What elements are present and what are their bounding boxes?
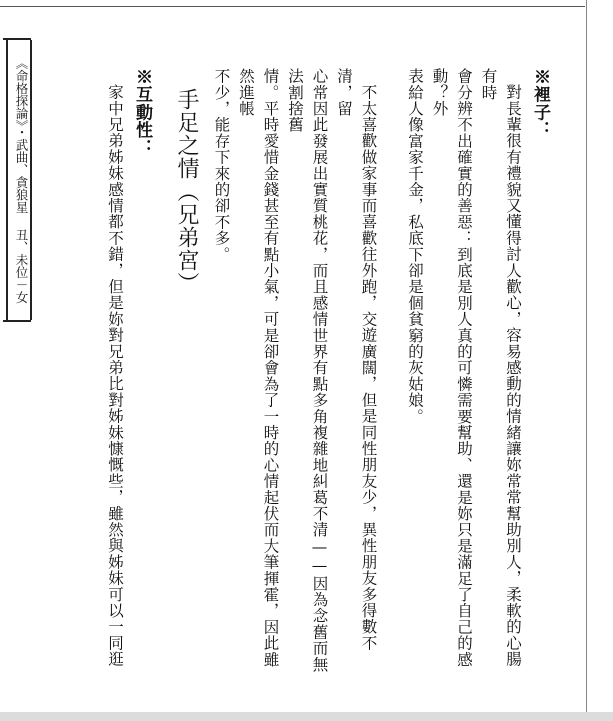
running-title: 《命格探論》・武曲、貪狼星 丑、未位－女 (6, 40, 32, 320)
page-bottom-edge (0, 712, 613, 721)
page-edge-rule (586, 0, 587, 721)
section-heading-interaction: ※互動性： (132, 68, 152, 157)
paragraph-lizi-2: 不太喜歡做家事而喜歡往外跑，交遊廣闊，但是同性朋友少，異性朋友多得數不清，留 心常因此發展出實質桃花，而且感情世界有點多角複雜地糾葛不清——因為念舊而無法割捨舊 情。平時愛惜金錢甚至有點小氣，可是卻會為了一時的心情起伏而大筆揮霍，因此雖然進帳 不少，能存下來的卻不多。 (212, 68, 378, 673)
page-body (100, 68, 555, 678)
paragraph-lizi-1: 對長輩很有禮貌又懂得討人歡心，容易感動的情緒讓妳常常幫助別人，柔軟的心腸有時 會分辨不出確實的善惡：到底是別人真的可憐需要幫助、還是妳只是滿足了自己的感動？外 表給人像富家千金，私底下卻是個貧窮的灰姑娘。 (406, 68, 522, 668)
chapter-title: 手足之情（兄弟宮） (174, 88, 199, 295)
paragraph-interaction-1: 家中兄弟姊妹感情都不錯，但是妳對兄弟比對姊妹慷慨些，雖然與姊妹可以一同逛 (106, 83, 124, 667)
top-rule (0, 6, 585, 7)
section-heading-lizi: ※裡子： (530, 68, 550, 139)
running-title-bottom-tick (3, 320, 31, 322)
